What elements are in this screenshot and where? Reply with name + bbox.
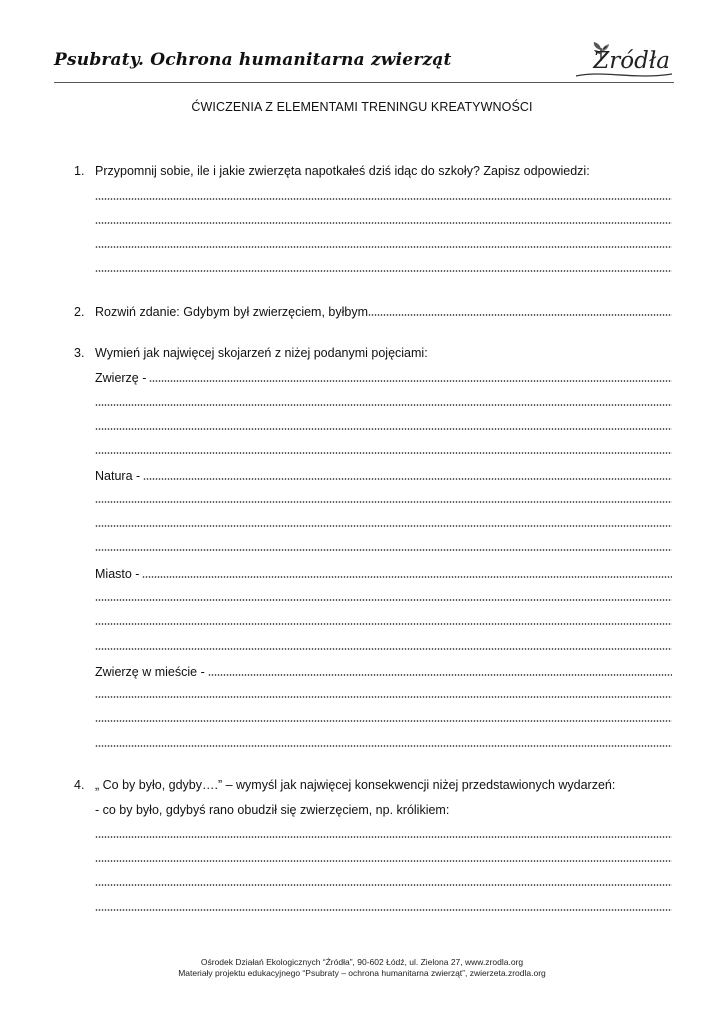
term-row	[95, 565, 672, 581]
answer-line[interactable]	[95, 909, 672, 911]
answer-line[interactable]	[149, 380, 672, 382]
answer-line[interactable]	[95, 836, 672, 838]
answer-line[interactable]	[95, 860, 672, 862]
question-3	[74, 346, 428, 360]
answer-line[interactable]	[95, 648, 672, 650]
question-number: 2.	[74, 305, 85, 319]
question-2	[74, 305, 672, 319]
answer-line[interactable]	[143, 478, 672, 480]
answer-line[interactable]	[95, 745, 672, 747]
question-number: 4.	[74, 778, 85, 792]
answer-line[interactable]	[95, 404, 672, 406]
answer-line[interactable]	[368, 314, 672, 316]
answer-line[interactable]	[95, 525, 672, 527]
question-text: Przypomnij sobie, ile i jakie zwierzęta napotkałeś dziś idąc do szkoły? Zapisz odpowiedzi:	[95, 164, 590, 178]
answer-line[interactable]	[208, 674, 672, 676]
answer-line[interactable]	[95, 428, 672, 430]
question-text: Wymień jak najwięcej skojarzeń z niżej podanymi pojęciami:	[95, 346, 428, 360]
answer-line[interactable]	[95, 501, 672, 503]
answer-line[interactable]	[142, 576, 672, 578]
answer-line[interactable]	[95, 720, 672, 722]
term-row	[95, 369, 672, 385]
answer-line[interactable]	[95, 246, 672, 248]
footer-line-2: Materiały projektu edukacyjnego “Psubraty – ochrona humanitarna zwierząt”, zwierzeta.zrodla.org	[178, 968, 546, 978]
question-text: „ Co by było, gdyby….” – wymyśl jak najwięcej konsekwencji niżej przedstawionych wydarzeń:	[95, 778, 616, 792]
term-label: Zwierzę -	[95, 371, 147, 385]
term-label: Miasto -	[95, 567, 140, 581]
term-label: Zwierzę w mieście -	[95, 665, 205, 679]
answer-line[interactable]	[95, 549, 672, 551]
answer-line[interactable]	[95, 198, 672, 200]
footer	[0, 957, 724, 979]
logo	[574, 40, 674, 80]
answer-line[interactable]	[95, 696, 672, 698]
question-text: Rozwiń zdanie: Gdybym był zwierzęciem, byłbym	[95, 305, 369, 319]
logo-text: Źródła	[593, 48, 670, 74]
header-title: Psubraty. Ochrona humanitarna zwierząt	[54, 50, 452, 70]
page-heading: ĆWICZENIA Z ELEMENTAMI TRENINGU KREATYWNOŚCI	[191, 100, 533, 114]
swoosh-icon	[574, 66, 674, 80]
footer-line-1: Ośrodek Działań Ekologicznych “Źródła”, 90-602 Łódź, ul. Zielona 27, www.zrodla.org	[200, 957, 524, 967]
answer-line[interactable]	[95, 884, 672, 886]
answer-line[interactable]	[95, 222, 672, 224]
page-header	[54, 40, 674, 83]
question-number: 1.	[74, 164, 85, 178]
question-4	[74, 778, 615, 792]
answer-line[interactable]	[95, 623, 672, 625]
question-4-sub: - co by było, gdybyś rano obudził się zwierzęciem, np. królikiem:	[95, 803, 450, 817]
answer-line[interactable]	[95, 270, 672, 272]
answer-line[interactable]	[95, 599, 672, 601]
answer-line[interactable]	[95, 452, 672, 454]
term-row	[95, 663, 672, 679]
term-label: Natura -	[95, 469, 141, 483]
term-row	[95, 467, 672, 483]
question-1	[74, 164, 590, 178]
question-number: 3.	[74, 346, 85, 360]
